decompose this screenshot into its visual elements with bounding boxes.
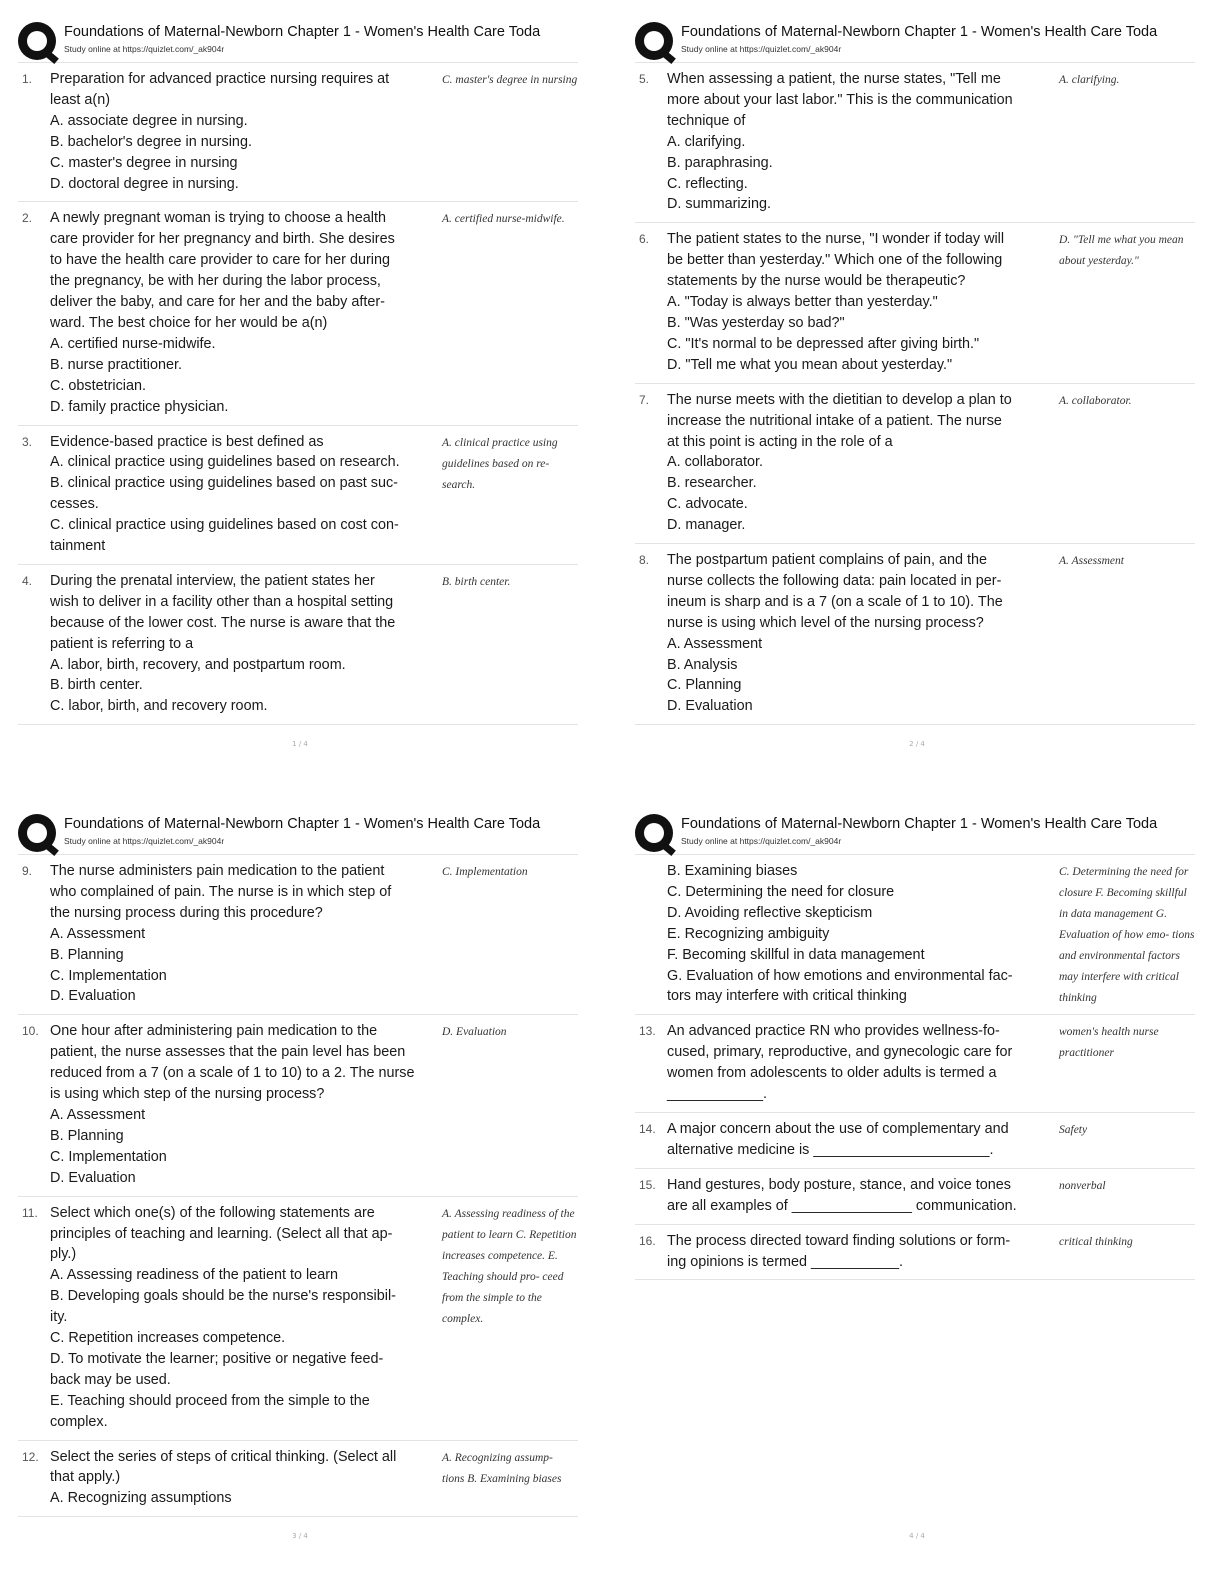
card-number: 14. xyxy=(639,1121,656,1136)
question-line: the nursing process during this procedure? xyxy=(50,904,323,921)
quizlet-logo-icon xyxy=(635,814,673,852)
card-answer: B. birth center. xyxy=(442,575,511,588)
card-number: 2. xyxy=(22,211,33,226)
question-line: F. Becoming skillful in data management xyxy=(667,946,925,963)
question-line: The nurse meets with the dietitian to develop a plan to xyxy=(667,391,1012,408)
question-line: B. clinical practice using guidelines based on past suc- xyxy=(50,475,398,492)
question-line: tors may interfere with critical thinking xyxy=(667,988,907,1005)
question-line: C. clinical practice using guidelines based on cost con- xyxy=(50,517,399,534)
question-line: patient, the nurse assesses that the pain level has been xyxy=(50,1044,406,1061)
question-line: A. clinical practice using guidelines based on research. xyxy=(50,454,400,471)
page-number: 4 / 4 xyxy=(909,1532,925,1540)
card-question xyxy=(50,1203,442,1433)
question-line: A major concern about the use of complementary and xyxy=(667,1120,1009,1137)
question-line: ity. xyxy=(50,1309,68,1326)
card-list xyxy=(18,62,578,725)
flashcard xyxy=(18,426,578,565)
question-line: D. summarizing. xyxy=(667,196,771,213)
question-line: least a(n) xyxy=(50,91,110,108)
question-line: who complained of pain. The nurse is in which step of xyxy=(50,883,392,900)
question-line: A. Assessment xyxy=(50,1106,146,1123)
question-line: more about your last labor." This is the communication xyxy=(667,91,1013,108)
question-line: C. obstetrician. xyxy=(50,377,146,394)
quizlet-logo-icon xyxy=(18,814,56,852)
question-line: D. Avoiding reflective skepticism xyxy=(667,904,873,921)
card-number: 10. xyxy=(22,1024,39,1039)
card-answer: C. master's degree in nursing xyxy=(442,74,578,86)
flashcard xyxy=(18,1015,578,1196)
question-line: E. Recognizing ambiguity xyxy=(667,925,830,942)
question-line: B. paraphrasing. xyxy=(667,154,773,171)
flashcard xyxy=(18,565,578,725)
question-line: nurse collects the following data: pain located in per- xyxy=(667,572,1002,589)
question-line: complex. xyxy=(50,1413,108,1430)
flashcard xyxy=(635,1225,1195,1281)
flashcard xyxy=(18,855,578,1015)
flashcard xyxy=(635,544,1195,725)
card-answer: C. Determining the need for closure F. Becoming skillful in data management G. Evaluation of how emo- tions and environmental factors may interfere with critical thinking xyxy=(1059,866,1195,1004)
question-line: One hour after administering pain medication to the xyxy=(50,1023,378,1040)
question-line: A. "Today is always better than yesterday." xyxy=(667,294,938,311)
question-line: A. collaborator. xyxy=(667,454,763,471)
page-title: Foundations of Maternal-Newborn Chapter 1 - Women's Health Care Toda xyxy=(64,24,541,40)
question-line: increase the nutritional intake of a patient. The nurse xyxy=(667,412,1002,429)
question-line: C. Implementation xyxy=(50,1148,167,1165)
question-line: D. family practice physician. xyxy=(50,398,229,415)
card-question xyxy=(50,69,442,194)
card-number: 6. xyxy=(639,232,650,247)
card-number: 7. xyxy=(639,392,650,407)
flashcard xyxy=(635,384,1195,544)
study-online-link[interactable]: Study online at https://quizlet.com/_ak904r xyxy=(64,836,225,846)
card-question xyxy=(50,571,442,717)
question-line: A. clarifying. xyxy=(667,133,746,150)
card-question xyxy=(50,208,442,417)
card-number: 11. xyxy=(22,1205,38,1220)
card-number: 9. xyxy=(22,864,33,878)
card-number: 4. xyxy=(22,573,33,588)
question-line: B. "Was yesterday so bad?" xyxy=(667,314,845,331)
question-line: D. "Tell me what you mean about yesterday." xyxy=(667,356,953,373)
page-1 xyxy=(0,0,600,770)
card-number: 3. xyxy=(22,434,33,449)
question-line: D. Evaluation xyxy=(50,988,136,1005)
card-question xyxy=(50,861,442,1007)
flashcard xyxy=(635,1113,1195,1169)
card-question xyxy=(667,1175,1059,1217)
question-line: C. master's degree in nursing xyxy=(50,154,238,171)
question-line: A. Assessment xyxy=(50,925,146,942)
question-line: to have the health care provider to care for her during xyxy=(50,252,390,269)
question-line: Preparation for advanced practice nursing requires at xyxy=(50,71,390,87)
question-line: The patient states to the nurse, "I wonder if today will xyxy=(667,231,1005,248)
card-question xyxy=(667,229,1059,375)
question-line: A. Recognizing assumptions xyxy=(50,1490,232,1507)
question-line: B. Examining biases xyxy=(667,863,798,879)
question-line: at this point is acting in the role of a xyxy=(667,433,893,450)
question-line: C. Planning xyxy=(667,677,742,694)
card-question xyxy=(50,1021,442,1188)
question-line: When assessing a patient, the nurse states, "Tell me xyxy=(667,71,1001,87)
question-line: A. labor, birth, recovery, and postpartum room. xyxy=(50,656,346,673)
question-line: A. Assessing readiness of the patient to learn xyxy=(50,1267,338,1284)
card-number: 12. xyxy=(22,1449,39,1464)
question-line: C. advocate. xyxy=(667,496,748,513)
card-question xyxy=(50,1447,442,1510)
question-line: A. certified nurse-midwife. xyxy=(50,335,216,352)
question-line: B. Planning xyxy=(50,946,124,963)
question-line: technique of xyxy=(667,112,746,129)
quizlet-logo-icon xyxy=(18,22,56,60)
question-line: D. Evaluation xyxy=(667,698,753,715)
question-line: E. Teaching should proceed from the simple to the xyxy=(50,1392,370,1409)
page-title: Foundations of Maternal-Newborn Chapter 1 - Women's Health Care Toda xyxy=(681,816,1158,832)
question-line: B. birth center. xyxy=(50,677,143,694)
card-question xyxy=(667,69,1059,215)
card-list xyxy=(635,62,1195,725)
page-title: Foundations of Maternal-Newborn Chapter 1 - Women's Health Care Toda xyxy=(64,816,541,832)
question-line: the pregnancy, be with her during the labor process, xyxy=(50,273,381,290)
question-line: ing opinions is termed ___________. xyxy=(667,1253,904,1270)
question-line: D. To motivate the learner; positive or negative feed- xyxy=(50,1350,384,1367)
question-line: cused, primary, reproductive, and gynecologic care for xyxy=(667,1044,1013,1061)
card-answer: D. "Tell me what you mean about yesterday." xyxy=(1059,234,1184,268)
question-line: B. Developing goals should be the nurse's responsibil- xyxy=(50,1288,396,1305)
question-line: A. associate degree in nursing. xyxy=(50,112,248,129)
card-answer: A. Assessing readiness of the patient to learn C. Repetition increases competence. E. Teaching should pro- ceed from the simple to the complex. xyxy=(442,1207,577,1325)
question-line: C. Repetition increases competence. xyxy=(50,1330,286,1347)
card-answer: women's health nurse practitioner xyxy=(1059,1026,1159,1060)
flashcard xyxy=(635,223,1195,383)
card-answer: A. Assessment xyxy=(1059,555,1124,568)
question-line: because of the lower cost. The nurse is aware that the xyxy=(50,614,396,631)
question-line: During the prenatal interview, the patient states her xyxy=(50,572,375,589)
card-question xyxy=(667,1119,1059,1161)
question-line: C. Implementation xyxy=(50,967,167,984)
question-line: ward. The best choice for her would be a(n) xyxy=(50,314,328,331)
page-3 xyxy=(0,792,600,1562)
question-line: principles of teaching and learning. (Select all that ap- xyxy=(50,1225,393,1242)
question-line: A. Assessment xyxy=(667,635,763,652)
question-line: reduced from a 7 (on a scale of 1 to 10) to a 2. The nurse xyxy=(50,1065,415,1082)
page-number: 3 / 4 xyxy=(292,1532,308,1540)
question-line: D. manager. xyxy=(667,517,746,534)
page-title: Foundations of Maternal-Newborn Chapter 1 - Women's Health Care Toda xyxy=(681,24,1158,40)
card-answer: nonverbal xyxy=(1059,1179,1106,1192)
question-line: patient is referring to a xyxy=(50,635,194,652)
question-line: are all examples of _______________ communication. xyxy=(667,1197,1017,1214)
card-number: 5. xyxy=(639,72,650,86)
card-answer: A. clarifying. xyxy=(1059,74,1120,86)
question-line: A newly pregnant woman is trying to choose a health xyxy=(50,210,386,227)
question-line: D. doctoral degree in nursing. xyxy=(50,175,239,192)
question-line: B. nurse practitioner. xyxy=(50,356,182,373)
question-line: C. Determining the need for closure xyxy=(667,883,895,900)
card-answer: critical thinking xyxy=(1059,1235,1133,1248)
flashcard xyxy=(635,1169,1195,1225)
question-line: C. reflecting. xyxy=(667,175,748,192)
question-line: women from adolescents to older adults is termed a xyxy=(667,1065,997,1082)
question-line: that apply.) xyxy=(50,1469,121,1486)
question-line: Hand gestures, body posture, stance, and voice tones xyxy=(667,1176,1011,1193)
study-online-link[interactable]: Study online at https://quizlet.com/_ak904r xyxy=(681,44,842,54)
card-question xyxy=(667,390,1059,536)
card-question xyxy=(50,432,442,557)
question-line: nurse is using which level of the nursing process? xyxy=(667,614,984,631)
quizlet-logo-icon xyxy=(635,22,673,60)
question-line: ____________. xyxy=(667,1086,768,1103)
card-list xyxy=(635,854,1195,1280)
question-line: The nurse administers pain medication to the patient xyxy=(50,863,385,879)
card-answer: C. Implementation xyxy=(442,866,528,878)
question-line: An advanced practice RN who provides wellness-fo- xyxy=(667,1023,1000,1040)
card-number: 8. xyxy=(639,553,650,568)
page-2 xyxy=(617,0,1217,770)
card-question xyxy=(667,1231,1059,1273)
page-header xyxy=(18,22,600,62)
question-line: cesses. xyxy=(50,496,99,513)
card-answer: A. clinical practice using guidelines based on re- search. xyxy=(442,436,558,491)
page-header xyxy=(635,22,1217,62)
card-number: 16. xyxy=(639,1233,656,1248)
question-line: ineum is sharp and is a 7 (on a scale of 1 to 10). The xyxy=(667,593,1003,610)
card-answer: A. Recognizing assump- tions B. Examining biases xyxy=(442,1451,562,1485)
page-number: 2 / 4 xyxy=(909,740,925,748)
card-answer: Safety xyxy=(1059,1123,1088,1136)
question-line: C. "It's normal to be depressed after giving birth." xyxy=(667,335,980,352)
flashcard xyxy=(635,63,1195,223)
study-online-link[interactable]: Study online at https://quizlet.com/_ak904r xyxy=(64,44,225,54)
card-number: 13. xyxy=(639,1024,656,1039)
question-line: B. Planning xyxy=(50,1127,124,1144)
question-line: B. Analysis xyxy=(667,656,738,673)
question-line: Select which one(s) of the following statements are xyxy=(50,1204,375,1221)
question-line: tainment xyxy=(50,538,106,555)
page-4 xyxy=(617,792,1217,1562)
page-header xyxy=(18,814,600,854)
page-number: 1 / 4 xyxy=(292,740,308,748)
page-header xyxy=(635,814,1217,854)
question-line: deliver the baby, and care for her and the baby after- xyxy=(50,294,385,311)
question-line: alternative medicine is ______________________. xyxy=(667,1141,994,1158)
flashcard xyxy=(635,855,1195,1015)
question-line: is using which step of the nursing process? xyxy=(50,1086,325,1103)
card-question xyxy=(667,550,1059,717)
question-line: G. Evaluation of how emotions and environmental fac- xyxy=(667,967,1013,984)
card-question xyxy=(667,861,1059,1007)
card-question xyxy=(667,1021,1059,1105)
flashcard xyxy=(18,202,578,425)
question-line: C. labor, birth, and recovery room. xyxy=(50,698,268,715)
question-line: D. Evaluation xyxy=(50,1169,136,1186)
question-line: wish to deliver in a facility other than a hospital setting xyxy=(50,593,394,610)
question-line: ply.) xyxy=(50,1246,77,1263)
question-line: be better than yesterday." Which one of the following xyxy=(667,252,1003,269)
card-number: 1. xyxy=(22,72,33,86)
question-line: Evidence-based practice is best defined as xyxy=(50,433,324,450)
question-line: B. researcher. xyxy=(667,475,757,492)
question-line: B. bachelor's degree in nursing. xyxy=(50,133,252,150)
card-list xyxy=(18,854,578,1517)
question-line: back may be used. xyxy=(50,1371,171,1388)
flashcard xyxy=(18,63,578,202)
flashcard xyxy=(635,1015,1195,1113)
card-answer: A. collaborator. xyxy=(1059,394,1132,407)
study-online-link[interactable]: Study online at https://quizlet.com/_ak904r xyxy=(681,836,842,846)
question-line: The process directed toward finding solutions or form- xyxy=(667,1232,1011,1249)
card-number: 15. xyxy=(639,1177,656,1192)
question-line: Select the series of steps of critical thinking. (Select all xyxy=(50,1448,397,1465)
flashcard xyxy=(18,1441,578,1518)
question-line: statements by the nurse would be therapeutic? xyxy=(667,273,966,290)
flashcard xyxy=(18,1197,578,1441)
card-answer: A. certified nurse-midwife. xyxy=(442,213,565,226)
question-line: The postpartum patient complains of pain, and the xyxy=(667,552,987,569)
card-answer: D. Evaluation xyxy=(442,1026,507,1039)
question-line: care provider for her pregnancy and birth. She desires xyxy=(50,231,395,248)
